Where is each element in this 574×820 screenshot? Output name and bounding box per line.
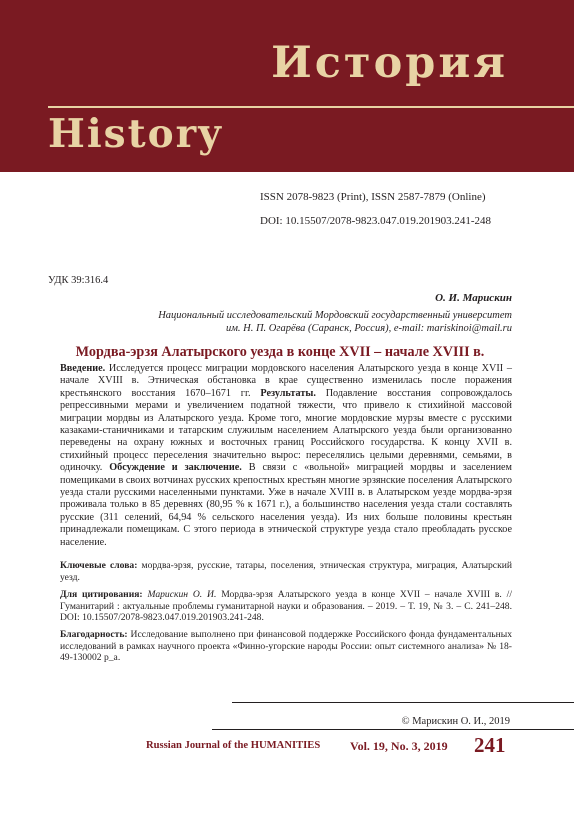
keywords-label: Ключевые слова: [60, 560, 138, 571]
divider-bottom [212, 729, 574, 730]
author-affiliation [92, 309, 512, 336]
author-name: О. И. Марискин [435, 292, 512, 304]
abstract-results-text: Подавление восстания сопровождалось репрессивными мерами и увеличением податной тяжести, что привело к стихийной массовой миграции мордвы из Алатырского уезда. Кроме того, многие мордовские мурзы вместе с русскими казаками-станичниками и татарским служилым населением Алатырского уезда были организованно переведены на охрану южных и восточных границ Российского государства. К концу XVII в. стихийный процесс переселения значительно вырос: переселялись целыми деревнями, семьями, в одиночку. [60, 387, 513, 474]
affiliation-line-2: им. Н. П. Огарёва (Саранск, Россия), e-mail: mariskinoi@mail.ru [225, 323, 512, 335]
citation-text: Мордва-эрзя Алатырского уезда в конце XVII – начале XVIII в. // Гуманитарий : актуальные проблемы гуманитарной науки и образования. – 2019. – Т. 19, № 3. – С. 241–248. DOI: 10.15507/2078-9823.047.019.201903.241-248. [60, 589, 512, 624]
abstract-intro-text: Исследуется процесс миграции мордовского населения Алатырского уезда в конце XVII – начале XVIII в. Этническая обстановка в крае существенно изменилась после поражения крестьянского восстания 1670–1671 гг. [60, 363, 512, 399]
banner-divider [48, 106, 574, 108]
section-title-ru: История [271, 38, 508, 88]
acknowledgments-label: Благодарность: [60, 629, 128, 640]
issn-line: ISSN 2078-9823 (Print), ISSN 2587-7879 (Online) [260, 191, 486, 203]
copyright: © Марискин О. И., 2019 [401, 716, 510, 727]
citation [60, 589, 512, 624]
abstract-discussion-label: Обсуждение и заключение. [109, 462, 242, 474]
section-title-en: History [48, 111, 223, 157]
abstract [60, 363, 512, 549]
keywords [60, 560, 512, 583]
abstract-results-label: Результаты. [260, 387, 316, 399]
footer-volume: Vol. 19, No. 3, 2019 [350, 739, 448, 753]
doi-line: DOI: 10.15507/2078-9823.047.019.201903.241-248 [260, 215, 491, 227]
keywords-text: мордва-эрзя, русские, татары, поселения, этническая структура, миграция, Алатырский уезд. [60, 560, 512, 583]
udk-code: УДК 39:316.4 [48, 275, 109, 286]
acknowledgments-text: Исследование выполнено при финансовой поддержке Российского фонда фундаментальных исследований в рамках научного проекта «Финно-угорские народы России: опыт системного анализа» № 18-49-130002 р_а. [60, 629, 512, 664]
affiliation-line-1: Национальный исследовательский Мордовский государственный университет [158, 310, 512, 321]
footer-journal-name: Russian Journal of the HUMANITIES [146, 740, 321, 751]
divider-top [232, 702, 574, 703]
citation-author: Марискин О. И. [142, 589, 217, 600]
abstract-discussion-text: В связи с «вольной» миграцией мордвы и заселением помещиками в своих вотчинах русских крепостных крестьян многие эрзянские поселения Алатырского уезда стали русскими населенными пунктами. Уже в начале XVIII в. в Алатырском уезде мордва-эрзя проживала только в 85 деревнях (80,95 % к 1671 г.), а большинство населения уезда стали составлять русские (311 селений, 64,94 % сельского населения уезда). Из них больше половины крестьян принадлежали помещикам. С этого периода в этнической структуре уезда стало преобладать русское население. [60, 462, 513, 548]
citation-label: Для цитирования: [60, 589, 143, 600]
header-banner [0, 0, 574, 172]
abstract-intro-label: Введение. [60, 363, 106, 374]
acknowledgments [60, 629, 512, 664]
article-title: Мордва-эрзя Алатырского уезда в конце XVII – начале XVIII в. [75, 344, 485, 360]
page-number: 241 [474, 733, 506, 757]
